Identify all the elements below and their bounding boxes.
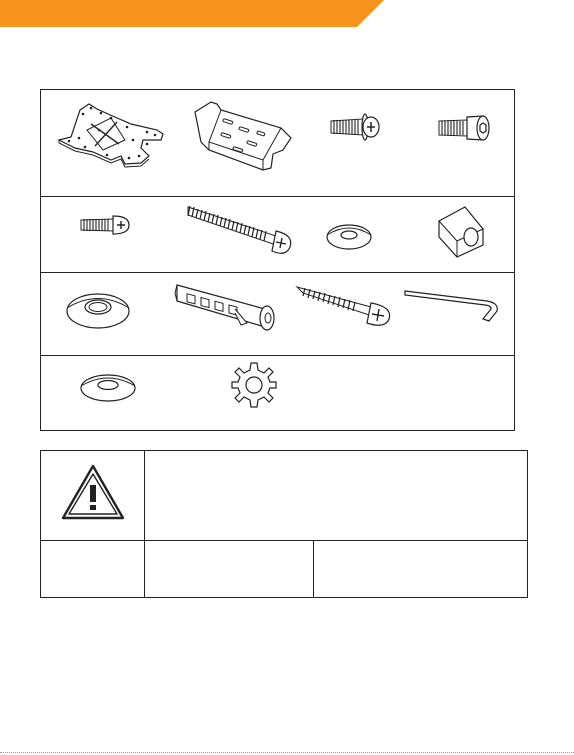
parts-row-4 bbox=[41, 356, 514, 430]
warning-label-cell bbox=[41, 541, 145, 597]
warning-text-cell bbox=[145, 451, 527, 541]
vesa-adapter-plate-icon bbox=[53, 100, 165, 168]
parts-row-1 bbox=[41, 90, 514, 197]
socket-head-bolt-icon bbox=[437, 114, 493, 142]
warning-triangle-icon bbox=[60, 463, 126, 521]
warning-value-cell-1 bbox=[145, 541, 314, 597]
warning-icon-cell bbox=[41, 451, 145, 541]
long-phillips-bolt-icon bbox=[186, 199, 298, 259]
wall-anchor-icon bbox=[173, 279, 283, 335]
header-banner bbox=[0, 0, 384, 27]
spacer-icon bbox=[431, 201, 491, 261]
flat-washer-icon bbox=[79, 368, 137, 404]
warning-table bbox=[40, 450, 528, 598]
lock-washer-icon bbox=[229, 360, 279, 410]
parts-row-3 bbox=[41, 273, 514, 356]
flange-screw-icon bbox=[329, 112, 381, 142]
parts-table bbox=[40, 89, 515, 431]
lag-bolt-icon bbox=[295, 283, 395, 331]
parts-row-2 bbox=[41, 197, 514, 273]
warning-value-cell-2 bbox=[314, 541, 527, 597]
large-washer-icon bbox=[65, 287, 131, 331]
small-washer-icon bbox=[325, 221, 373, 251]
allen-wrench-icon bbox=[403, 287, 503, 327]
short-phillips-screw-icon bbox=[79, 213, 131, 237]
mounting-bracket-icon bbox=[187, 98, 299, 172]
page-bottom-rule bbox=[0, 752, 574, 753]
